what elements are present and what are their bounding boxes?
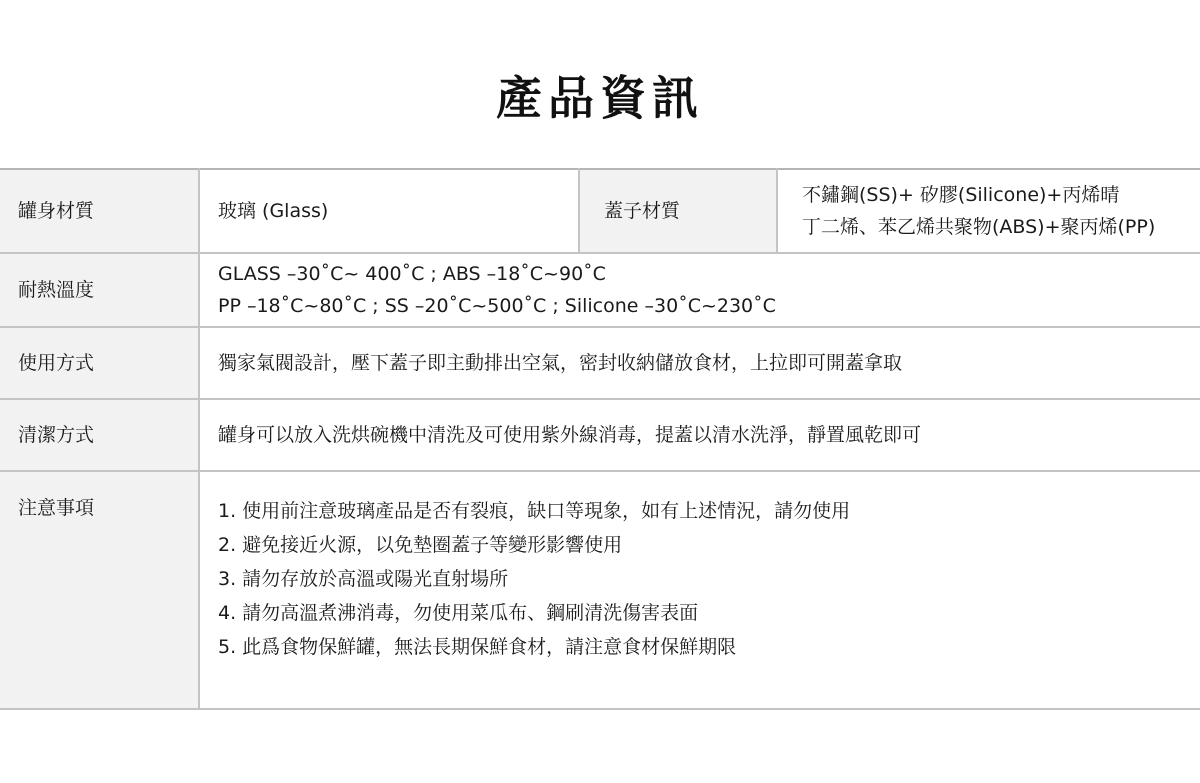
table-row-heat [0, 253, 1200, 327]
lid-material-value [777, 169, 1200, 253]
cleaning-label: 清潔方式 [0, 399, 199, 471]
list-item: 2. 避免接近火源，以免墊圈蓋子等變形影響使用 [218, 534, 623, 556]
lid-material-label: 蓋子材質 [579, 169, 777, 253]
body-material-label: 罐身材質 [0, 169, 199, 253]
table-row-usage [0, 327, 1200, 399]
heat-resistance-label: 耐熱溫度 [0, 253, 199, 327]
body-material-value: 玻璃 (Glass) [199, 169, 579, 253]
table-row-cleaning [0, 399, 1200, 471]
heat-resistance-line-2: PP –18˚C~80˚C ; SS –20˚C~500˚C ; Silicone –30˚C~230˚C [218, 295, 776, 317]
page-title: 產品資訊 [496, 71, 704, 125]
lid-material-line-1: 不鏽鋼(SS)+ 矽膠(Silicone)+丙烯晴 [802, 184, 1120, 206]
usage-value: 獨家氣閥設計，壓下蓋子即主動排出空氣，密封收納儲放食材，上拉即可開蓋拿取 [199, 327, 1200, 399]
list-item: 4. 請勿高溫煮沸消毒，勿使用菜瓜布、鋼刷清洗傷害表面 [218, 602, 699, 624]
table-row-material [0, 169, 1200, 253]
notes-value [199, 471, 1200, 709]
cleaning-value: 罐身可以放入洗烘碗機中清洗及可使用紫外線消毒，提蓋以清水洗淨，靜置風乾即可 [199, 399, 1200, 471]
lid-material-line-2: 丁二烯、苯乙烯共聚物(ABS)+聚丙烯(PP) [802, 216, 1156, 238]
table-row-notes [0, 471, 1200, 709]
list-item: 1. 使用前注意玻璃產品是否有裂痕，缺口等現象，如有上述情況，請勿使用 [218, 500, 851, 522]
notes-label: 注意事項 [0, 471, 199, 709]
heat-resistance-value [199, 253, 1200, 327]
list-item: 3. 請勿存放於高溫或陽光直射場所 [218, 568, 509, 590]
list-item: 5. 此爲食物保鮮罐，無法長期保鮮食材，請注意食材保鮮期限 [218, 636, 737, 658]
usage-label: 使用方式 [0, 327, 199, 399]
product-info-table [0, 168, 1200, 710]
notes-list [218, 494, 1200, 664]
heat-resistance-line-1: GLASS –30˚C~ 400˚C ; ABS –18˚C~90˚C [218, 263, 606, 285]
